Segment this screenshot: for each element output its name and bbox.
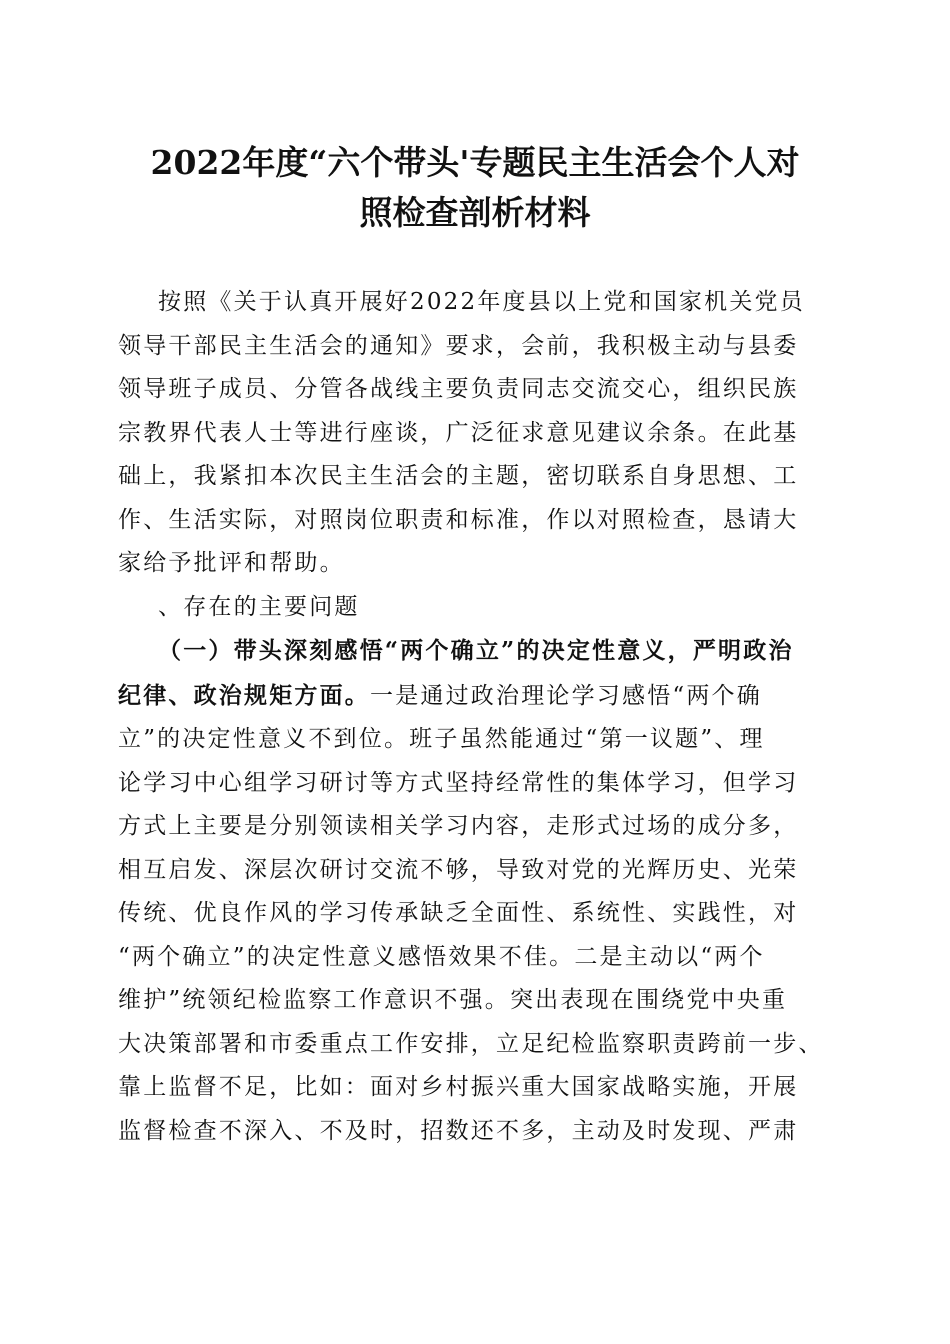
body-text: 维护”统领纪检监察工作意识不强。突出表现在围绕党中央重	[118, 987, 788, 1013]
body-text: 传统、优良作风的学习传承缺乏全面性、系统性、实践性，对	[118, 900, 799, 926]
body-text: 宗教界代表人士等进行座谈，广泛征求意见建议余条。在此基	[118, 419, 799, 446]
document-title	[0, 138, 950, 238]
text-line	[118, 499, 858, 543]
text-line	[118, 1023, 858, 1067]
text-line	[118, 936, 858, 980]
body-text: 靠上监督不足，比如：面对乡村振兴重大国家战略实施，开展	[118, 1074, 799, 1100]
text-line	[118, 455, 858, 499]
text-line	[118, 674, 858, 719]
text-line	[118, 412, 858, 456]
body-text: 方式上主要是分别领读相关学习内容，走形式过场的成分多，	[118, 813, 799, 839]
body-text: 立”的决定性意义不到位。班子虽然能通过“第一议题”、理	[118, 726, 765, 752]
title-line-1: 2022年度“六个带头'专题民主生活会个人对	[150, 143, 800, 182]
text-line	[118, 629, 858, 674]
body-text: 按照《关于认真开展好2022年度县以上党和国家机关党员	[158, 289, 805, 315]
body-text: 大决策部署和市委重点工作安排，立足纪检监察职责跨前一步、	[118, 1030, 824, 1057]
text-line	[118, 718, 858, 762]
text-line	[118, 805, 858, 849]
body-text: 相互启发、深层次研讨交流不够，导致对党的光辉历史、光荣	[118, 856, 799, 883]
text-line	[118, 1110, 858, 1154]
text-line	[118, 368, 858, 412]
text-line	[118, 849, 858, 893]
text-line	[118, 892, 858, 936]
body-text: 、存在的主要问题	[158, 593, 360, 620]
body-text: 论学习中心组学习研讨等方式坚持经常性的集体学习，但学习	[118, 769, 799, 796]
body-text: 监督检查不深入、不及时，招数还不多，主动及时发现、严肃	[118, 1117, 799, 1144]
body-text: “两个确立”的决定性意义感悟效果不佳。二是主动以“两个	[118, 943, 765, 970]
text-line	[118, 281, 858, 325]
body-text: 领导干部民主生活会的通知》要求，会前，我积极主动与县委	[118, 332, 799, 359]
text-line	[118, 1066, 858, 1110]
bold-heading-text: 纪律、政治规矩方面。	[118, 681, 370, 709]
text-line	[118, 979, 858, 1023]
body-text: 础上，我紧扣本次民主生活会的主题，密切联系自身思想、工	[118, 463, 799, 489]
body-text: 家给予批评和帮助。	[118, 550, 345, 576]
text-line	[118, 325, 858, 369]
bold-heading-text: （一）带头深刻感悟“两个确立”的决定性意义，严明政治	[158, 637, 794, 664]
body-text: 领导班子成员、分管各战线主要负责同志交流交心，组织民族	[118, 376, 799, 402]
text-line	[118, 586, 858, 630]
title-line-2: 照检查剖析材料	[359, 193, 591, 232]
text-line	[118, 762, 858, 806]
text-line	[118, 542, 858, 586]
body-text: 作、生活实际，对照岗位职责和标准，作以对照检查，恳请大	[118, 506, 799, 533]
document-body	[118, 281, 858, 1153]
body-text: 一是通过政治理论学习感悟“两个确	[370, 682, 762, 709]
